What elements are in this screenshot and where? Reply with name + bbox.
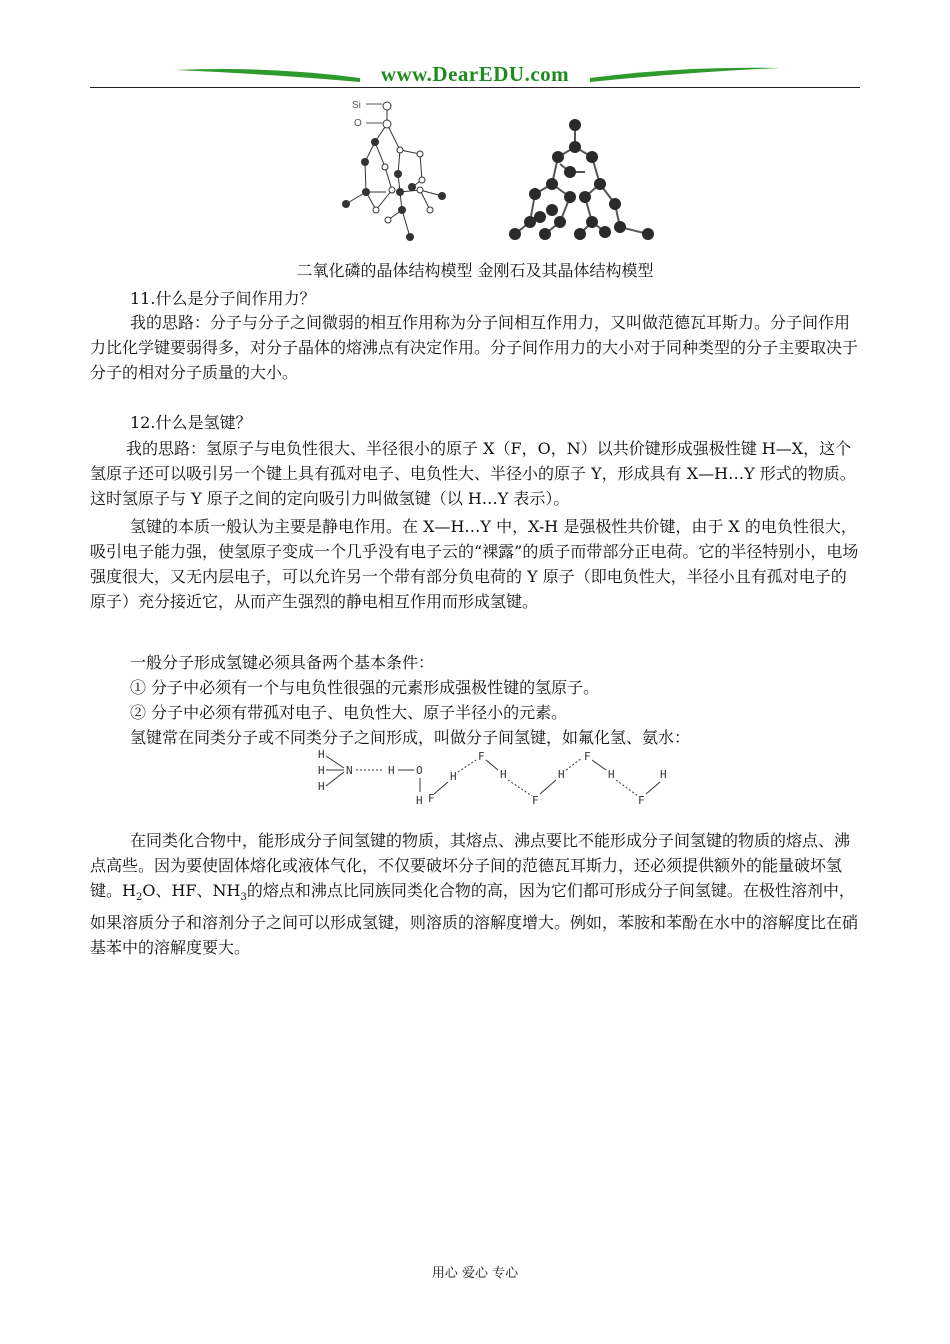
atom-h: H bbox=[388, 764, 395, 777]
atom-f: F bbox=[584, 750, 591, 763]
subscript-2: 2 bbox=[135, 892, 143, 904]
atom-h: H bbox=[450, 770, 457, 783]
p5-text-a: 在同类化合物中，能形成分子间氢键的物质，其熔点、沸点要比不能形成分子间氢键的物质的熔点、沸点高些。因为要使固体熔化或液体气化，不仅要破坏分子间的范德瓦耳斯力，还必须提供额外的能量破坏氢键。H bbox=[90, 831, 851, 900]
atom-h: H bbox=[608, 768, 615, 781]
figure-caption: 二氧化磷的晶体结构模型 金刚石及其晶体结构模型 bbox=[296, 261, 654, 280]
question-12-p1: 我的思路：氢原子与电负性很大、半径很小的原子 X（F，O，N）以共价键形成强极性键 H—X，这个氢原子还可以吸引另一个键上具有孤对电子、电负性大、半径小的原子 Y，形成具有 X—H…Y 形式的物质。这时氢原子与 Y 原子之间的定向吸引力叫做氢键（以 H…Y 表示）。 bbox=[90, 439, 856, 508]
atom-n: N bbox=[346, 764, 353, 777]
subscript-3: 3 bbox=[240, 892, 247, 904]
crystal-structure-figure bbox=[330, 92, 660, 252]
o-label: O bbox=[354, 118, 362, 129]
header-banner bbox=[90, 58, 860, 90]
atom-h: H bbox=[318, 748, 325, 761]
crystal-structure-svg bbox=[330, 92, 660, 252]
question-12-p5 bbox=[90, 828, 862, 960]
atom-f: F bbox=[428, 792, 435, 805]
condition-2: ② 分子中必须有带孤对电子、电负性大、原子半径小的元素。 bbox=[130, 703, 568, 722]
atom-h: H bbox=[500, 768, 507, 781]
atom-h: H bbox=[318, 764, 325, 777]
question-12-p3: 一般分子形成氢键必须具备两个基本条件： bbox=[130, 653, 435, 672]
question-12-p2: 氢键的本质一般认为主要是静电作用。在 X—H…Y 中，X-H 是强极性共价键，由于 X 的电负性很大，吸引电子能力强，使氢原子变成一个几乎没有电子云的“裸露”的质子而带部分正电荷。它的半径特别小，电场强度很大，又无内层电子，可以允许另一个带有部分负电荷的 Y 原子（即电负性大，半径小且有孤对电子的原子）充分接近它，从而产生强烈的静电相互作用而形成氢键。 bbox=[90, 517, 859, 611]
atom-f: F bbox=[478, 750, 485, 763]
header-rule bbox=[90, 87, 860, 88]
page-footer: 用心 爱心 专心 bbox=[431, 1266, 519, 1281]
condition-1: ① 分子中必须有一个与电负性很强的元素形成强极性键的氢原子。 bbox=[130, 678, 600, 697]
hydrogen-bond-svg bbox=[310, 748, 670, 810]
question-12-title: 12.什么是氢键？ bbox=[130, 413, 252, 432]
question-11-body: 我的思路：分子与分子之间微弱的相互作用称为分子间相互作用力，又叫做范德瓦耳斯力。分子间作用力比化学键要弱得多，对分子晶体的熔沸点有决定作用。分子间作用力的大小对于同种类型的分子主要取决于分子的相对分子质量的大小。 bbox=[90, 313, 859, 382]
question-11-title: 11.什么是分子间作用力？ bbox=[130, 289, 316, 308]
atom-h: H bbox=[558, 768, 565, 781]
atom-h: H bbox=[660, 768, 667, 781]
atom-f: F bbox=[638, 794, 645, 807]
hydrogen-bond-diagram bbox=[310, 748, 670, 810]
atom-h: H bbox=[318, 780, 325, 793]
si-label: Si bbox=[352, 100, 361, 111]
p5-text-c: 的熔点和沸点比同族同类化合物的高，因为它们都可形成分子间氢键。在极性溶剂中，如果溶质分子和溶剂分子之间可以形成氢键，则溶质的溶解度增大。例如，苯胺和苯酚在水中的溶解度比在硝基苯中的溶解度要大。 bbox=[90, 881, 859, 958]
atom-f: F bbox=[532, 794, 539, 807]
atom-o: O bbox=[416, 764, 423, 777]
question-12-p4: 氢键常在同类分子或不同类分子之间形成，叫做分子间氢键，如氟化氢、氨水： bbox=[130, 728, 691, 747]
p5-text-b: O、HF、NH bbox=[142, 881, 241, 900]
atom-h: H bbox=[416, 794, 423, 807]
site-logo-text[interactable]: www.DearEDU.com bbox=[380, 62, 570, 86]
